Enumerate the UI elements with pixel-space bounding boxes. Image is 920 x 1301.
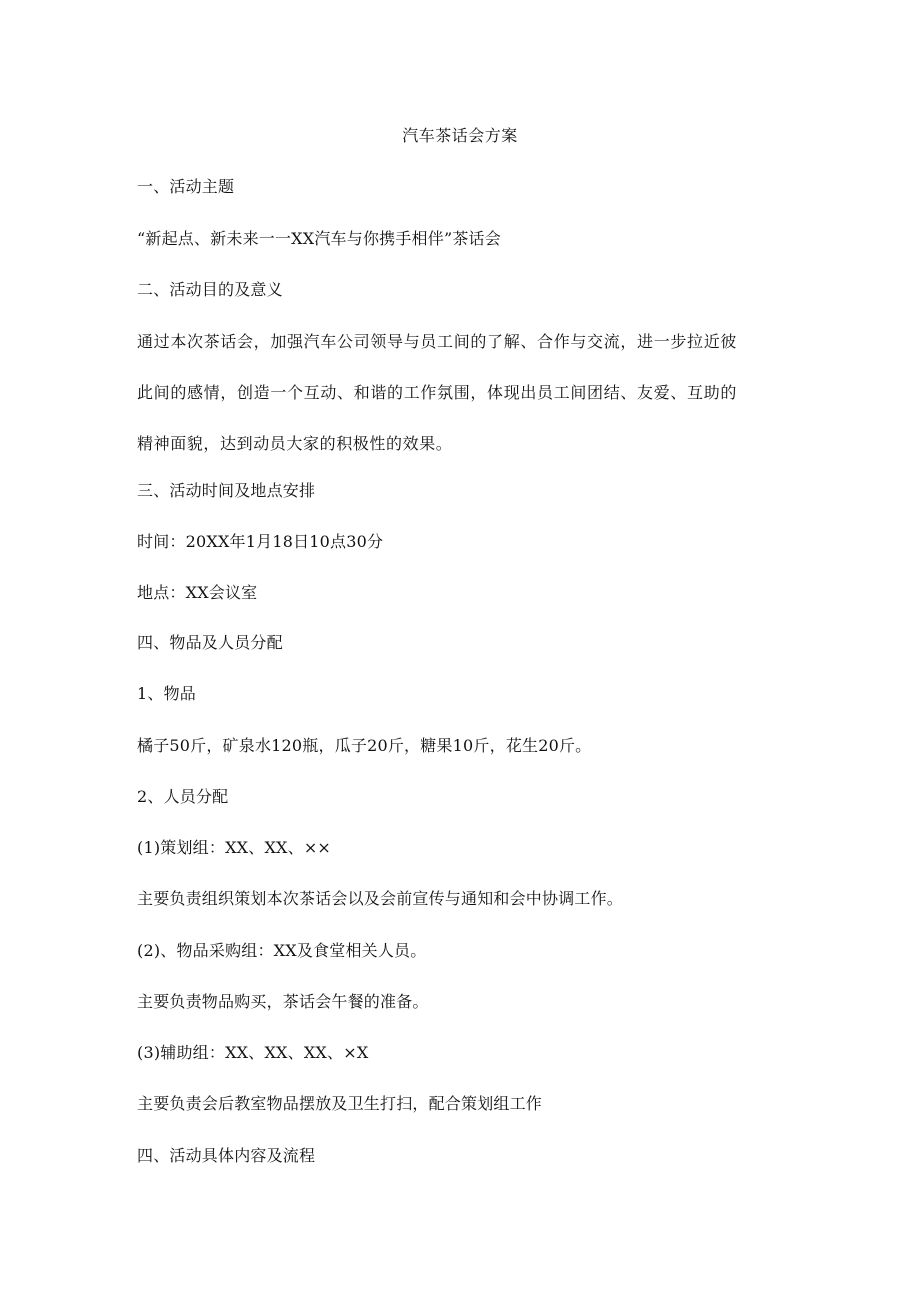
purchasing-group-duty: 主要负责物品购买，茶话会午餐的准备。 [137,992,429,1011]
items-list-text: 橘子50斤，矿泉水120瓶，瓜子20斤，糖果10斤，花生20斤。 [137,736,592,755]
section-heading-items-staff: 四、物品及人员分配 [137,633,283,652]
support-group-text: (3)辅助组：XX、XX、XX、×X [137,1043,369,1062]
planning-group-duty: 主要负责组织策划本次茶话会以及会前宣传与通知和会中协调工作。 [137,889,624,908]
section-heading-process: 四、活动具体内容及流程 [137,1146,316,1165]
theme-text: “新起点、新未来一一XX汽车与你携手相伴”茶话会 [137,229,501,248]
section-heading-theme: 一、活动主题 [137,177,235,196]
purchasing-group-text: (2)、物品采购组：XX及食堂相关人员。 [137,941,427,960]
section-heading-purpose: 二、活动目的及意义 [137,280,283,299]
support-group-duty: 主要负责会后教室物品摆放及卫生打扫，配合策划组工作 [137,1094,543,1113]
staff-subheading: 2、人员分配 [137,787,229,806]
purpose-paragraph: 通过本次茶话会，加强汽车公司领导与员工间的了解、合作与交流，进一步拉近彼此间的感情，创造一个互动、和谐的工作氛围，体现出员工间团结、友爱、互助的精神面貌，达到动员大家的积极性的效果。 [137,332,737,453]
items-subheading: 1、物品 [137,684,196,703]
section-heading-time-place: 三、活动时间及地点安排 [137,481,316,500]
time-text: 时间：20XX年1月18日10点30分 [137,532,384,551]
planning-group-text: (1)策划组：XX、XX、×× [137,838,332,857]
document-title: 汽车茶话会方案 [402,126,518,145]
place-text: 地点：XX会议室 [137,583,258,602]
